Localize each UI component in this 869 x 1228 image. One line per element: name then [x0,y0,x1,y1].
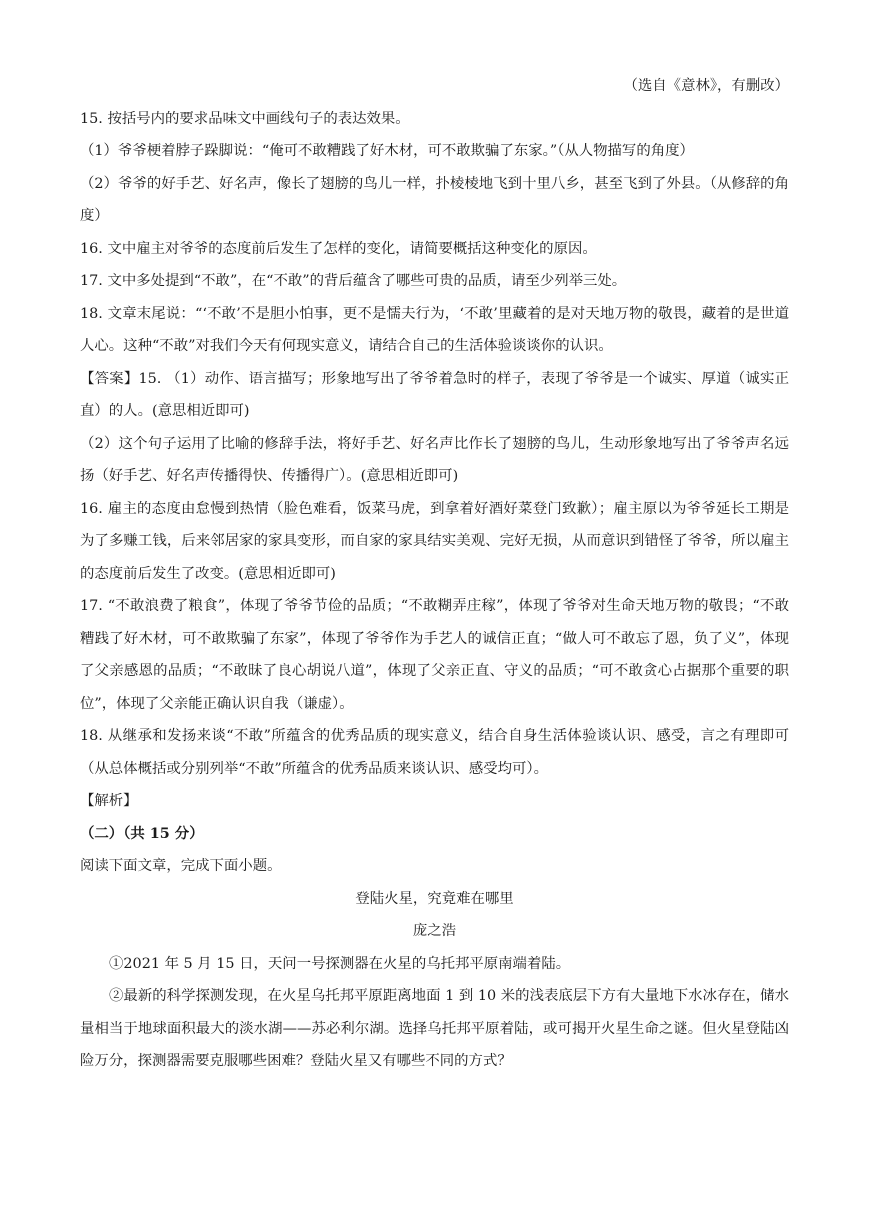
question-15-2: （2）爷爷的好手艺、好名声，像长了翅膀的鸟儿一样，扑棱棱地飞到十里八乡，甚至飞到了外县。（从修辞的角度） [80,175,789,224]
section-2-heading: （二）（共 15 分） [80,824,204,842]
article-title: 登陆火星，究竟难在哪里 [355,890,514,907]
article-author: 庞之浩 [412,923,457,939]
answer-label: 【答案】 [80,370,139,387]
question-15-1: （1）爷爷梗着脖子跺脚说：“俺可不敢糟践了好木材，可不敢欺骗了东家。”（从人物描写的角度） [80,143,694,159]
question-15: 15. 按括号内的要求品味文中画线句子的表达效果。 [80,110,410,127]
section-2-instruction: 阅读下面文章，完成下面小题。 [80,858,282,874]
document-page [80,70,789,1078]
answer-15-1 [80,363,789,428]
answer-18: 18. 从继承和发扬来谈“不敢”所蕴含的优秀品质的现实意义，结合自身生活体验谈认识、感受，言之有理即可（从总体概括或分别列举“不敢”所蕴含的优秀品质来谈认识、感受均可）。 [80,728,789,777]
source-citation: （选自《意林》，有删改） [623,78,789,94]
analysis-label: 【解析】 [80,793,138,809]
question-16: 16. 文中雇主对爷爷的态度前后发生了怎样的变化，请简要概括这种变化的原因。 [80,240,597,257]
answer-15-1-text: 15. （1）动作、语言描写；形象地写出了爷爷着急时的样子，表现了爷爷是一个诚实、厚道（诚实正直）的人。(意思相近即可) [80,370,789,419]
answer-15-2: （2）这个句子运用了比喻的修辞手法，将好手艺、好名声比作长了翅膀的鸟儿，生动形象地写出了爷爷声名远扬（好手艺、好名声传播得快、传播得广）。(意思相近即可) [80,435,789,484]
article-paragraph-2: ②最新的科学探测发现，在火星乌托邦平原距离地面 1 到 10 米的浅表底层下方有大量地下水冰存在，储水量相当于地球面积最大的淡水湖——苏必利尔湖。选择乌托邦平原着陆，或可揭开火星生命之谜。但火星登陆凶险万分，探测器需要克服哪些困难？登陆火星又有哪些不同的方式？ [80,988,789,1069]
article-paragraph-1: ①2021 年 5 月 15 日，天问一号探测器在火星的乌托邦平原南端着陆。 [109,955,571,972]
question-18: 18. 文章末尾说：“‘不敢’不是胆小怕事，更不是懦夫行为，‘不敢’里藏着的是对天地万物的敬畏，藏着的是世道人心。这种“不敢”对我们今天有何现实意义，请结合自己的生活体验谈谈你的认识。 [80,305,789,354]
answer-16: 16. 雇主的态度由怠慢到热情（脸色难看，饭菜马虎，到拿着好酒好菜登门致歉）；雇主原以为爷爷延长工期是为了多赚工钱，后来邻居家的家具变形，而自家的家具结实美观、完好无损，从而意识到错怪了爷爷，所以雇主的态度前后发生了改变。(意思相近即可) [80,500,789,582]
answer-17: 17. “不敢浪费了粮食”，体现了爷爷节俭的品质；“不敢糊弄庄稼”，体现了爷爷对生命天地万物的敬畏；“不敢糟践了好木材，可不敢欺骗了东家”，体现了爷爷作为手艺人的诚信正直；“做人可不敢忘了恩，负了义”，体现了父亲感恩的品质；“不敢昧了良心胡说八道”，体现了父亲正直、守义的品质；“可不敢贪心占据那个重要的职位”，体现了父亲能正确认识自我（谦虚）。 [80,598,789,712]
question-17: 17. 文中多处提到“不敢”，在“不敢”的背后蕴含了哪些可贵的品质，请至少列举三处。 [80,273,627,289]
